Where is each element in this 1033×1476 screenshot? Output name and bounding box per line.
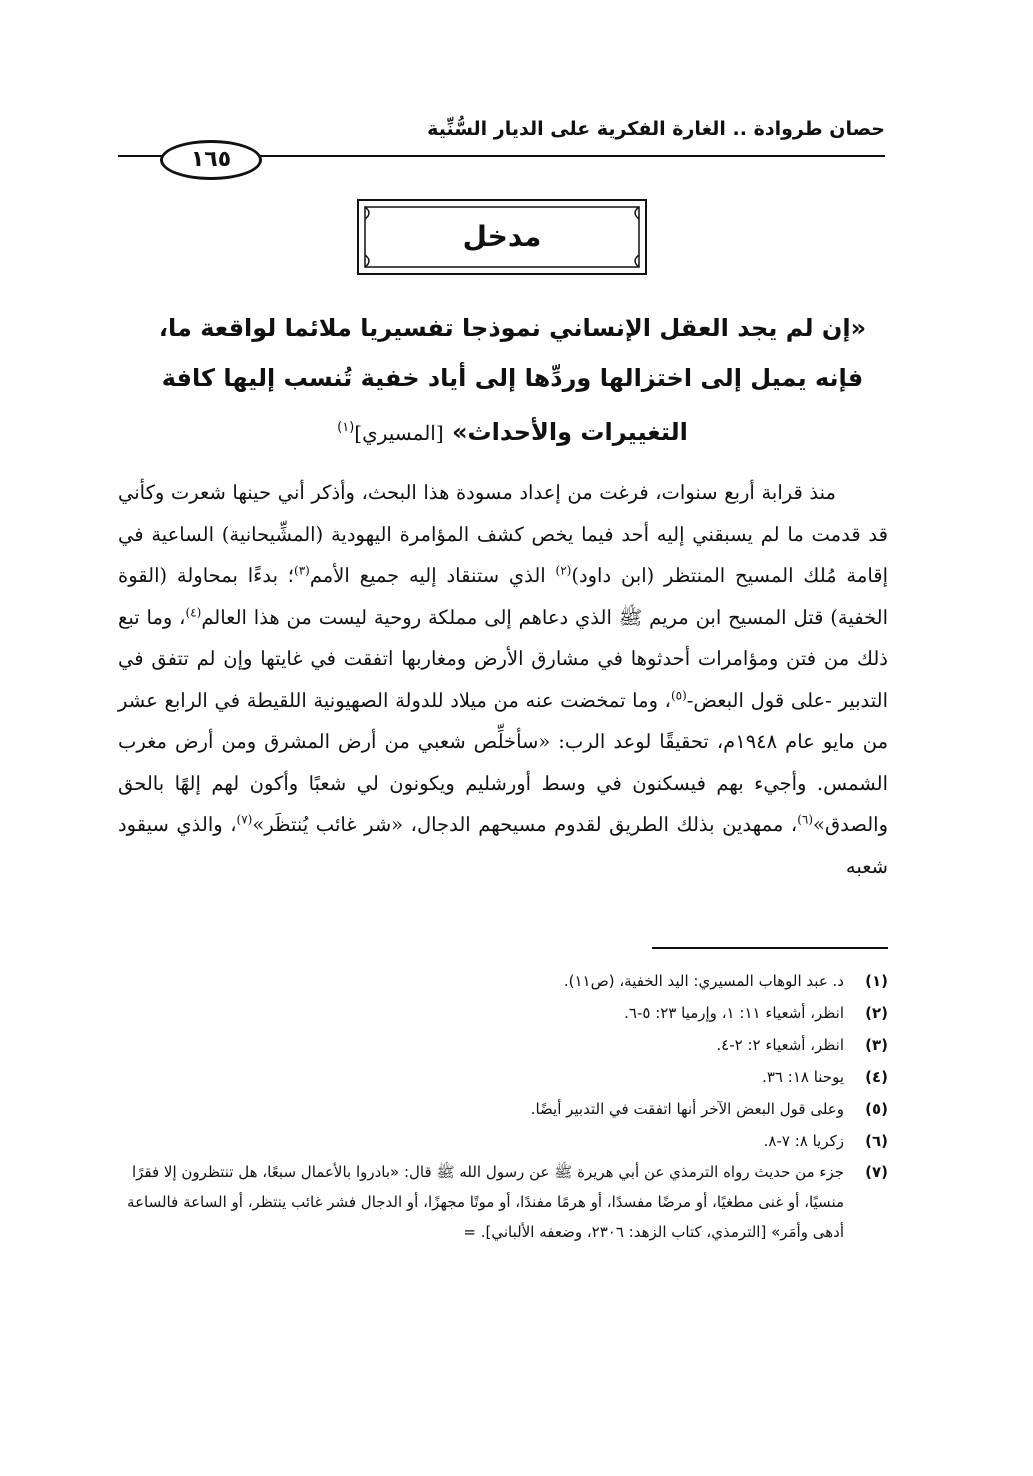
footnote-separator bbox=[652, 947, 888, 949]
footnote bbox=[118, 965, 888, 997]
footnote-number: (١) bbox=[865, 972, 888, 990]
footnote-number: (٣) bbox=[865, 1036, 888, 1054]
section-title-frame bbox=[357, 199, 647, 275]
footnote-ref: (٤) bbox=[185, 605, 202, 619]
footnote-ref: (٦) bbox=[797, 812, 814, 827]
footnote bbox=[118, 1029, 888, 1061]
footnote-ref: (١) bbox=[337, 420, 355, 435]
running-header: حصان طروادة .. الغارة الفكرية على الديار السُّنِّية bbox=[427, 118, 885, 140]
footnote-ref: (٧) bbox=[236, 812, 253, 827]
footnote-text: جزء من حديث رواه الترمذي عن أبي هريرة ﷺ عن رسول الله ﷺ قال: «بادروا بالأعمال سبعًا، هل تنتظرون إلا فقرًا منسيًا، أو غنى مطغيًا، أو مرضًا مفسدًا، أو هرمًا مفندًا، أو موتًا مجهزًا، أو الدجال فشر غائب ينتظر، أو الساعة فالساعة أدهى وأمَر» [الترمذي، كتاب الزهد: ٢٣٠٦، وضعفه الألباني]. = bbox=[127, 1163, 844, 1241]
epigraph-text: «إن لم يجد العقل الإنساني نموذجا تفسيريا ملائما لواقعة ما، فإنه يميل إلى اختزالها وردِّها إلى أياد خفية تُنسب إليها كافة التغييرات والأحداث» bbox=[158, 314, 867, 446]
footnote bbox=[118, 1157, 888, 1247]
footnote bbox=[118, 1125, 888, 1157]
footnote-text: د. عبد الوهاب المسيري: اليد الخفية، (ص١١). bbox=[563, 972, 844, 990]
section-title: مدخل bbox=[462, 220, 542, 253]
footnote-number: (٤) bbox=[865, 1068, 888, 1086]
epigraph-quote bbox=[140, 303, 885, 458]
footnote-text: انظر، أشعياء ١١: ١، وإرميا ٢٣: ٥-٦. bbox=[624, 1004, 844, 1022]
footnote-ref: (٣) bbox=[294, 563, 310, 578]
body-text-segment: ، وما تمخضت عنه من ميلاد للدولة الصهيونية اللقيطة في الرابع عشر من مايو عام ١٩٤٨م، تحقيقًا لوعد الرب: «سأخلِّص شعبي من أرض المشرق ومن أرض مغرب الشمس. وأجيء بهم فيسكنون في وسط أورشليم ويكونون لي شعبًا وأكون لهم إلهًا بالحق والصدق» bbox=[118, 688, 889, 836]
footnote-number: (٧) bbox=[865, 1163, 888, 1181]
footnote-text: وعلى قول البعض الآخر أنها اتفقت في التدبير أيضًا. bbox=[530, 1100, 844, 1118]
footnote-number: (٥) bbox=[865, 1100, 888, 1118]
footnote bbox=[118, 1093, 888, 1125]
footnote-number: (٦) bbox=[865, 1132, 888, 1150]
footnote-text: انظر، أشعياء ٢: ٢-٤. bbox=[716, 1036, 844, 1054]
footnotes bbox=[118, 965, 888, 1247]
footnote-number: (٢) bbox=[865, 1004, 888, 1022]
footnote-ref: (٥) bbox=[670, 688, 687, 702]
footnote bbox=[118, 1061, 888, 1093]
footnote-text: يوحنا ١٨: ٣٦. bbox=[762, 1068, 844, 1086]
footnote bbox=[118, 997, 888, 1029]
body-text-segment: الذي ستنقاد إليه جميع الأمم bbox=[309, 564, 556, 587]
footnote-text: زكريا ٨: ٧-٨. bbox=[763, 1132, 844, 1150]
body-text-segment: ، ممهدين بذلك الطريق لقدوم مسيحهم الدجال، «شر غائب يُنتظَر» bbox=[252, 813, 798, 836]
body-paragraph bbox=[118, 472, 888, 887]
footnote-ref: (٢) bbox=[555, 563, 572, 578]
body-text-segment: منذ قرابة أربع سنوات، فرغت من إعداد مسودة هذا البحث، وأذكر أني حينها شعرت وكأني قد قدمت ما لم يسبقني إليه أحد فيما يخص كشف المؤامرة اليهودية (المشِّيحانية) الساعية في إقامة مُلك المسيح المنتظر (ابن داود) bbox=[118, 481, 888, 587]
epigraph-source: [المسيري] bbox=[354, 421, 444, 445]
body-text-segment: ، والذي سيقود شعبه bbox=[118, 813, 888, 878]
body-text-segment: ، وما تبع ذلك من فتن ومؤامرات أحدثوها في مشارق الأرض ومغاربها اتفقت في غايتها وإن لم تتفق في التدبير -على قول البعض- bbox=[118, 605, 888, 712]
body-text-segment: ؛ بدءًا بمحاولة (القوة الخفية) قتل المسيح ابن مريم ﷺ الذي دعاهم إلى مملكة روحية ليست من هذا العالم bbox=[118, 564, 889, 629]
page-number-badge: ١٦٥ bbox=[160, 140, 262, 180]
